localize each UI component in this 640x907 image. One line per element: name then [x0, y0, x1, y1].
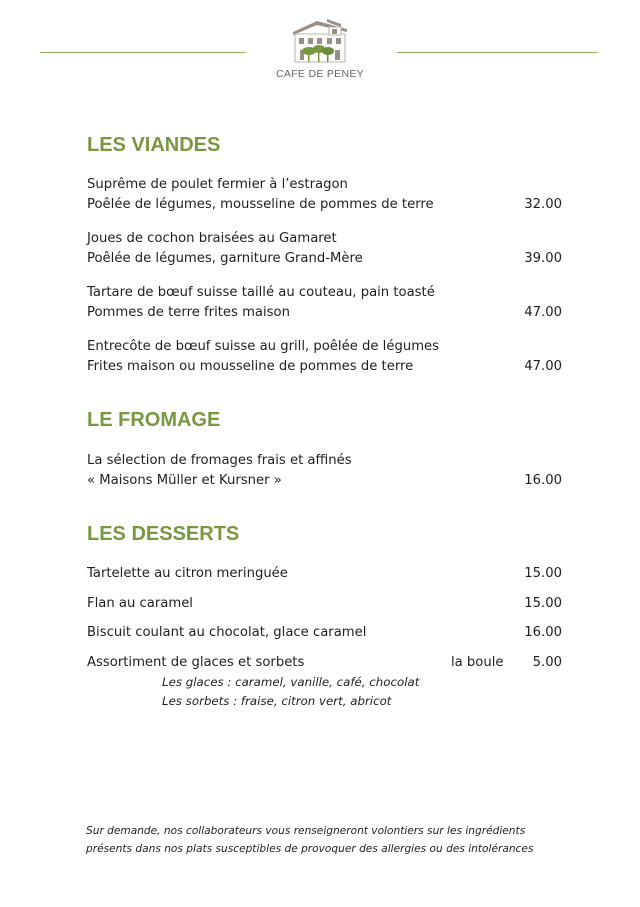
item-name: Tartelette au citron meringuée: [87, 566, 288, 581]
section-title-viandes: LES VIANDES: [87, 134, 221, 156]
item-name: Flan au caramel: [87, 596, 193, 611]
item-name: Biscuit coulant au chocolat, glace caramel: [87, 625, 367, 640]
item-note: Les sorbets : fraise, citron vert, abricot: [162, 694, 392, 708]
header-rule-right: [397, 52, 597, 53]
item-name: Assortiment de glaces et sorbets: [87, 655, 305, 670]
footer-line: Sur demande, nos collaborateurs vous renseigneront volontiers sur les ingrédients: [86, 825, 526, 837]
house-with-trees-icon: [289, 18, 351, 64]
item-note: Les glaces : caramel, vanille, café, chocolat: [162, 675, 420, 689]
item-description: « Maisons Müller et Kursner »: [87, 473, 282, 488]
item-price: 15.00: [524, 566, 562, 581]
item-description: Pommes de terre frites maison: [87, 305, 290, 320]
item-name: Entrecôte de bœuf suisse au grill, poêlée de légumes: [87, 339, 440, 354]
item-description: Frites maison ou mousseline de pommes de terre: [87, 359, 414, 374]
header-rule-left: [40, 52, 245, 53]
item-price: 47.00: [524, 359, 562, 374]
logo: [270, 18, 370, 80]
item-unit: la boule: [451, 655, 504, 670]
item-name: Tartare de bœuf suisse taillé au couteau, pain toasté: [87, 285, 435, 300]
item-description: Poêlée de légumes, mousseline de pommes de terre: [87, 197, 434, 212]
item-description: Poêlée de légumes, garniture Grand-Mère: [87, 251, 363, 266]
item-price: 39.00: [524, 251, 562, 266]
section-title-desserts: LES DESSERTS: [87, 523, 240, 545]
item-price: 16.00: [524, 625, 562, 640]
item-name: Joues de cochon braisées au Gamaret: [87, 231, 337, 246]
brand-name: CAFE DE PENEY: [276, 68, 364, 80]
item-price: 47.00: [524, 305, 562, 320]
item-price: 32.00: [524, 197, 562, 212]
item-price: 16.00: [524, 473, 562, 488]
item-price: 15.00: [524, 596, 562, 611]
section-title-fromage: LE FROMAGE: [87, 409, 221, 431]
footer-line: présents dans nos plats susceptibles de provoquer des allergies ou des intolérances: [86, 843, 534, 855]
item-price: 5.00: [532, 655, 562, 670]
item-name: Suprême de poulet fermier à l’estragon: [87, 177, 348, 192]
item-name: La sélection de fromages frais et affinés: [87, 453, 352, 468]
